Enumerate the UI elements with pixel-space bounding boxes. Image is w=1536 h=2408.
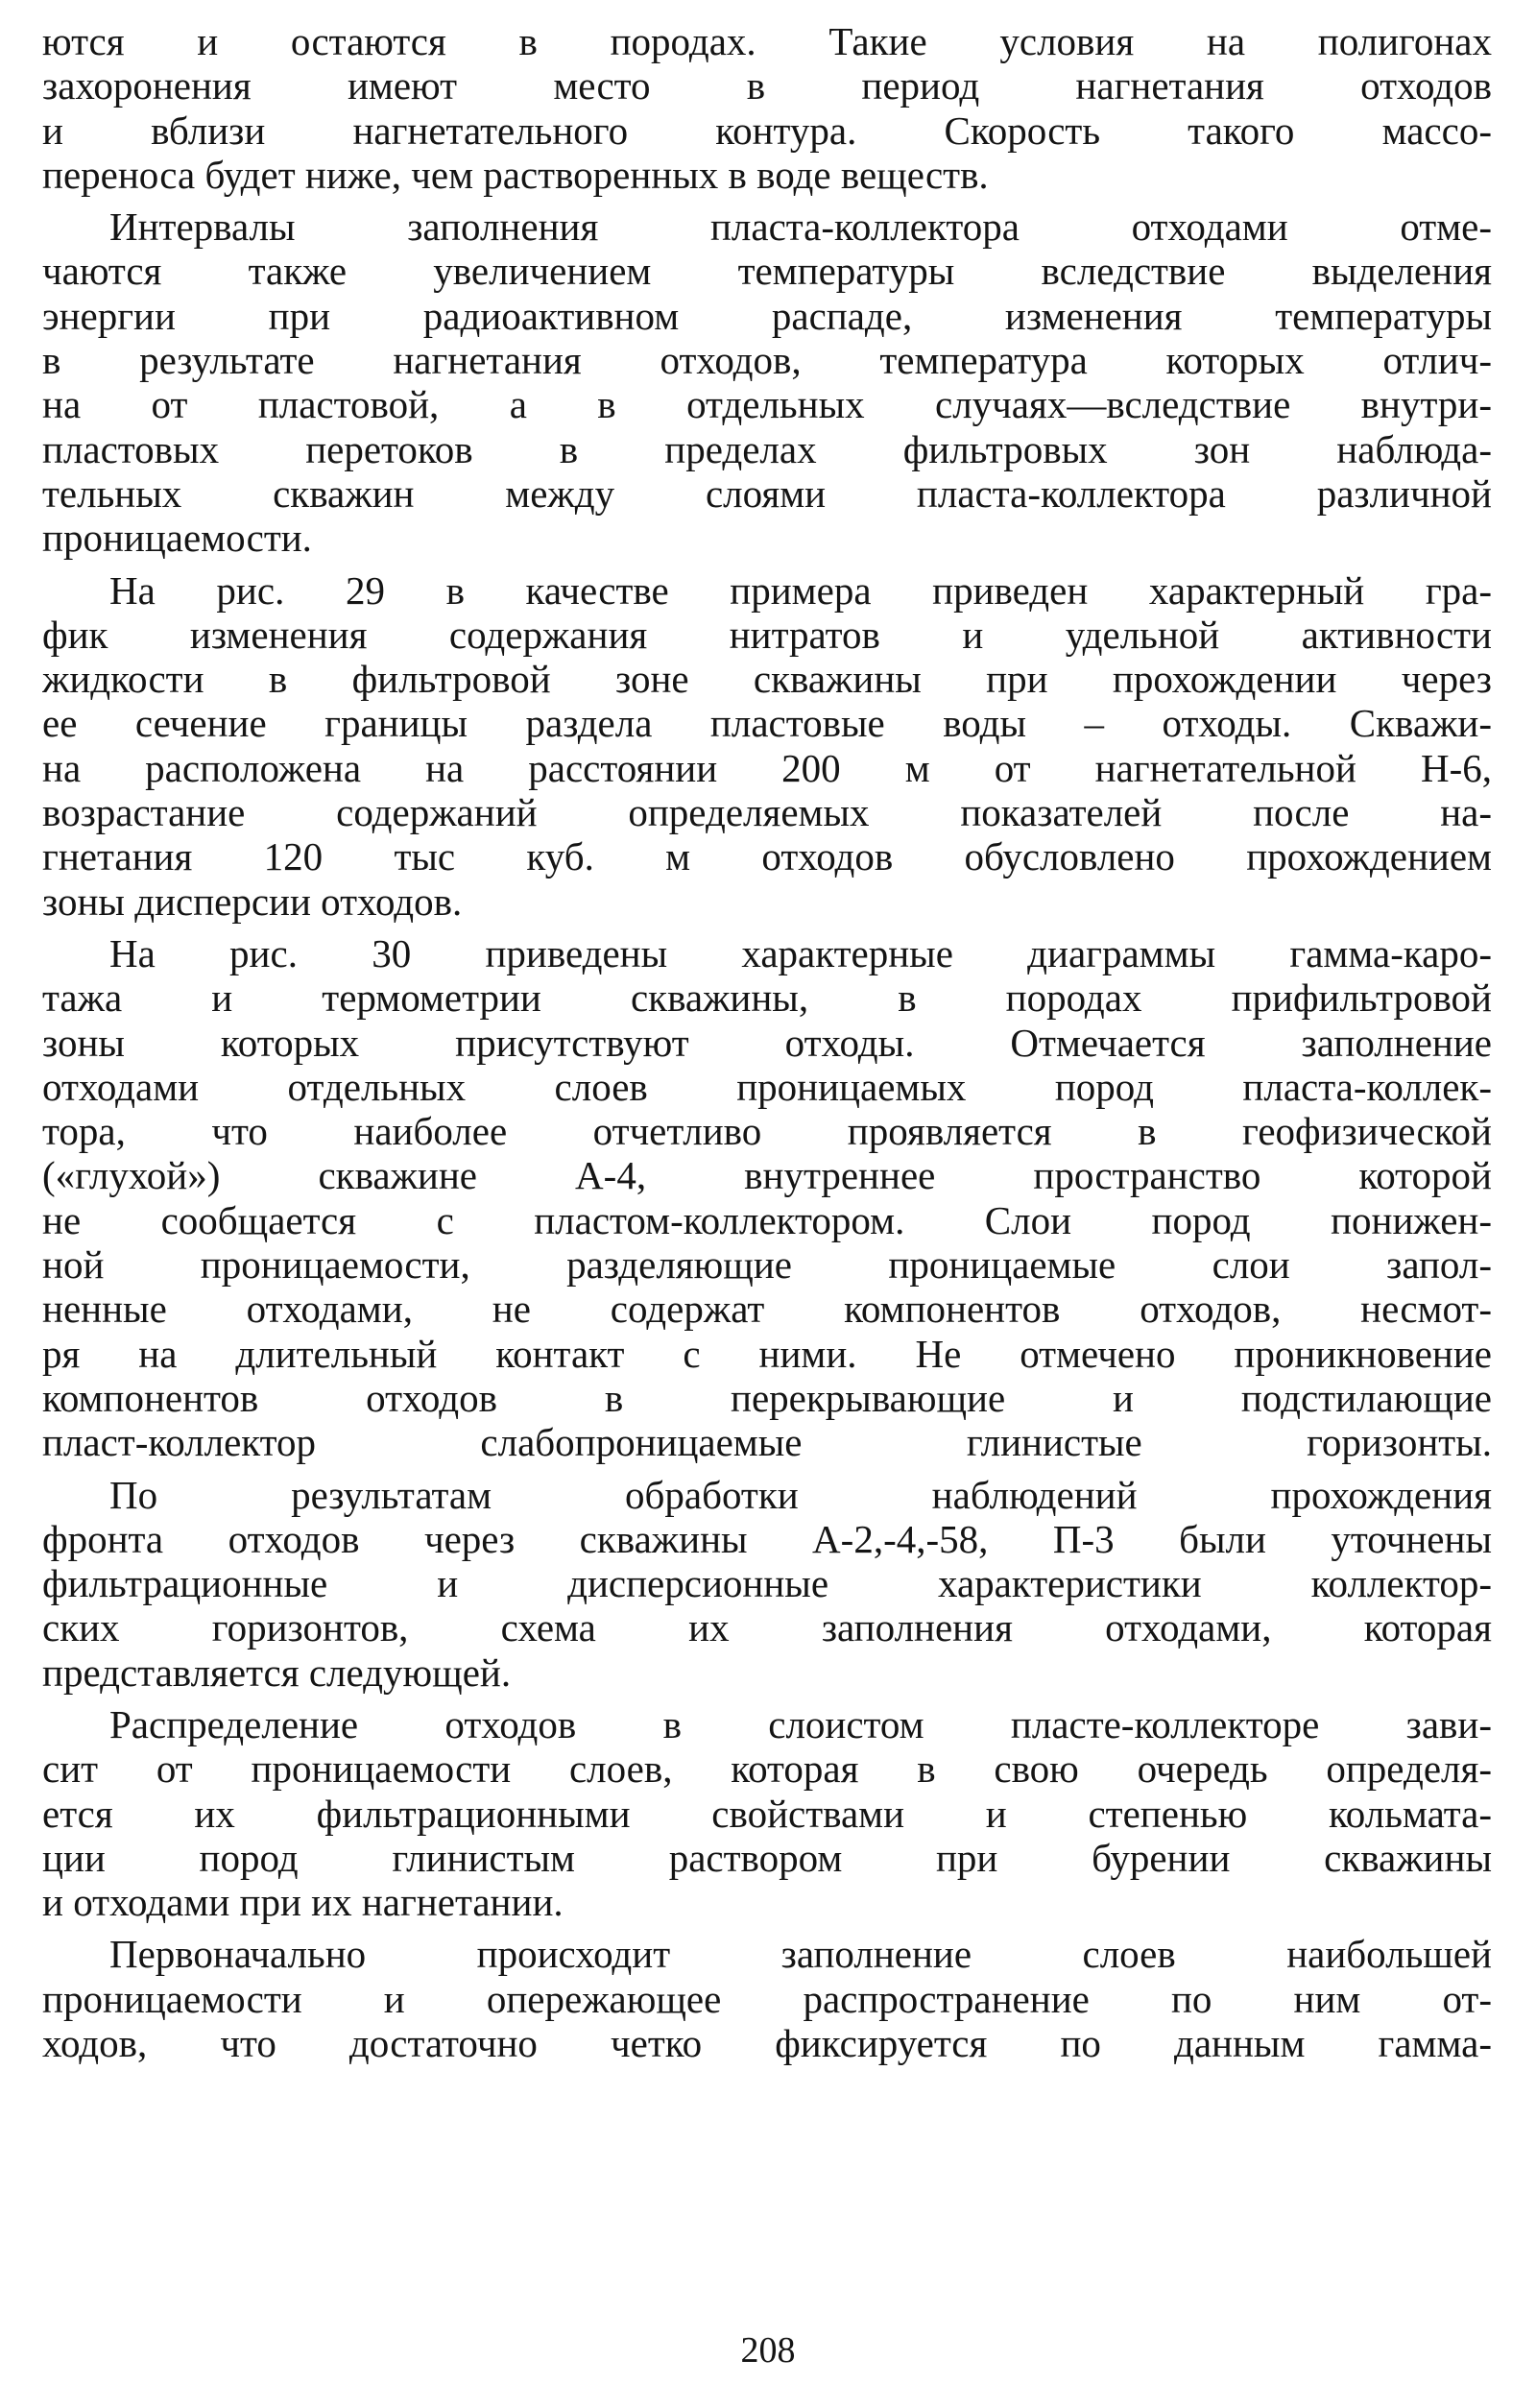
text-line: сит от проницаемости слоев, которая в свою очередь определя- <box>42 1746 1492 1792</box>
text-line: ходов, что достаточно четко фиксируется по данным гамма- <box>42 2021 1492 2066</box>
page-number: 208 <box>740 2330 796 2371</box>
paragraph-6 <box>42 1702 1492 1924</box>
text-line: ненные отходами, не содержат компонентов отходов, несмот- <box>42 1287 1492 1332</box>
text-line: На рис. 29 в качестве примера приведен характерный гра- <box>109 567 1492 613</box>
text-line: пласт-коллектор слабопроницаемые глинистые горизонты. <box>42 1420 1492 1465</box>
text-line: тажа и термометрии скважины, в породах прифильтровой <box>42 975 1492 1021</box>
text-line: фильтрационные и дисперсионные характеристики коллектор- <box>42 1561 1492 1606</box>
text-line: ются и остаются в породах. Такие условия на полигонах <box>42 19 1492 63</box>
text-line: зоны которых присутствуют отходы. Отмечается заполнение <box>42 1020 1492 1065</box>
text-line: По результатам обработки наблюдений прохождения <box>109 1472 1492 1517</box>
text-line: проницаемости и опережающее распространение по ним от- <box>42 1976 1492 2021</box>
text-line: тора, что наиболее отчетливо проявляется в геофизической <box>42 1109 1492 1154</box>
text-line: энергии при радиоактивном распаде, изменения температуры <box>42 293 1492 338</box>
paragraph-7 <box>42 1932 1492 2065</box>
text-line: пластовых перетоков в пределах фильтровых зон наблюда- <box>42 426 1492 471</box>
text-line: ря на длительный контакт с ними. Не отмечено проникновение <box>42 1331 1492 1376</box>
text-line: ной проницаемости, разделяющие проницаемые слои запол- <box>42 1242 1492 1288</box>
text-line: представляется следующей. <box>42 1649 512 1695</box>
text-line: на от пластовой, а в отдельных случаях—вследствие внутри- <box>42 382 1492 427</box>
text-line: проницаемости. <box>42 516 312 561</box>
text-line: зоны дисперсии отходов. <box>42 879 463 924</box>
text-line: Интервалы заполнения пласта-коллектора отходами отме- <box>109 205 1492 250</box>
text-line: ции пород глинистым раствором при бурении скважины <box>42 1835 1492 1880</box>
paragraph-3 <box>42 568 1492 924</box>
text-line: захоронения имеют место в период нагнетания отходов <box>42 63 1492 108</box>
text-line: фик изменения содержания нитратов и удельной активности <box>42 612 1492 657</box>
text-line: ее сечение границы раздела пластовые воды – отходы. Скважи- <box>42 701 1492 746</box>
text-line: тельных скважин между слоями пласта-коллектора различной <box>42 470 1492 516</box>
text-line: и отходами при их нагнетании. <box>42 1880 564 1925</box>
text-line: и вблизи нагнетательного контура. Скорость такого массо- <box>42 108 1492 153</box>
text-line: ется их фильтрационными свойствами и степенью кольмата- <box>42 1791 1492 1836</box>
paragraph-5 <box>42 1473 1492 1695</box>
paragraph-4 <box>42 931 1492 1465</box>
text-line: возрастание содержаний определяемых показателей после на- <box>42 790 1492 835</box>
text-line: не сообщается с пластом-коллектором. Слои пород понижен- <box>42 1197 1492 1242</box>
text-line: жидкости в фильтровой зоне скважины при прохождении через <box>42 657 1492 702</box>
text-line: в результате нагнетания отходов, температура которых отлич- <box>42 338 1492 383</box>
paragraph-2 <box>42 205 1492 560</box>
text-line: Распределение отходов в слоистом пласте-коллекторе зави- <box>109 1701 1492 1746</box>
text-line: На рис. 30 приведены характерные диаграммы гамма-каро- <box>109 930 1492 975</box>
paragraph-1 <box>42 19 1492 197</box>
text-line: («глухой») скважине А-4, внутреннее пространство которой <box>42 1153 1492 1198</box>
text-line: отходами отдельных слоев проницаемых пород пласта-коллек- <box>42 1064 1492 1109</box>
text-line: компонентов отходов в перекрывающие и подстилающие <box>42 1375 1492 1420</box>
text-line: фронта отходов через скважины А-2,-4,-58, П-3 были уточнены <box>42 1516 1492 1561</box>
text-line: переноса будет ниже, чем растворенных в воде веществ. <box>42 152 989 197</box>
text-line: на расположена на расстоянии 200 м от нагнетательной Н-6, <box>42 745 1492 790</box>
text-line: ских горизонтов, схема их заполнения отходами, которая <box>42 1605 1492 1650</box>
text-line: гнетания 120 тыс куб. м отходов обусловлено прохождением <box>42 834 1492 879</box>
text-line: Первоначально происходит заполнение слоев наибольшей <box>109 1932 1492 1977</box>
text-line: чаются также увеличением температуры вследствие выделения <box>42 249 1492 294</box>
page-body <box>42 19 1492 2073</box>
